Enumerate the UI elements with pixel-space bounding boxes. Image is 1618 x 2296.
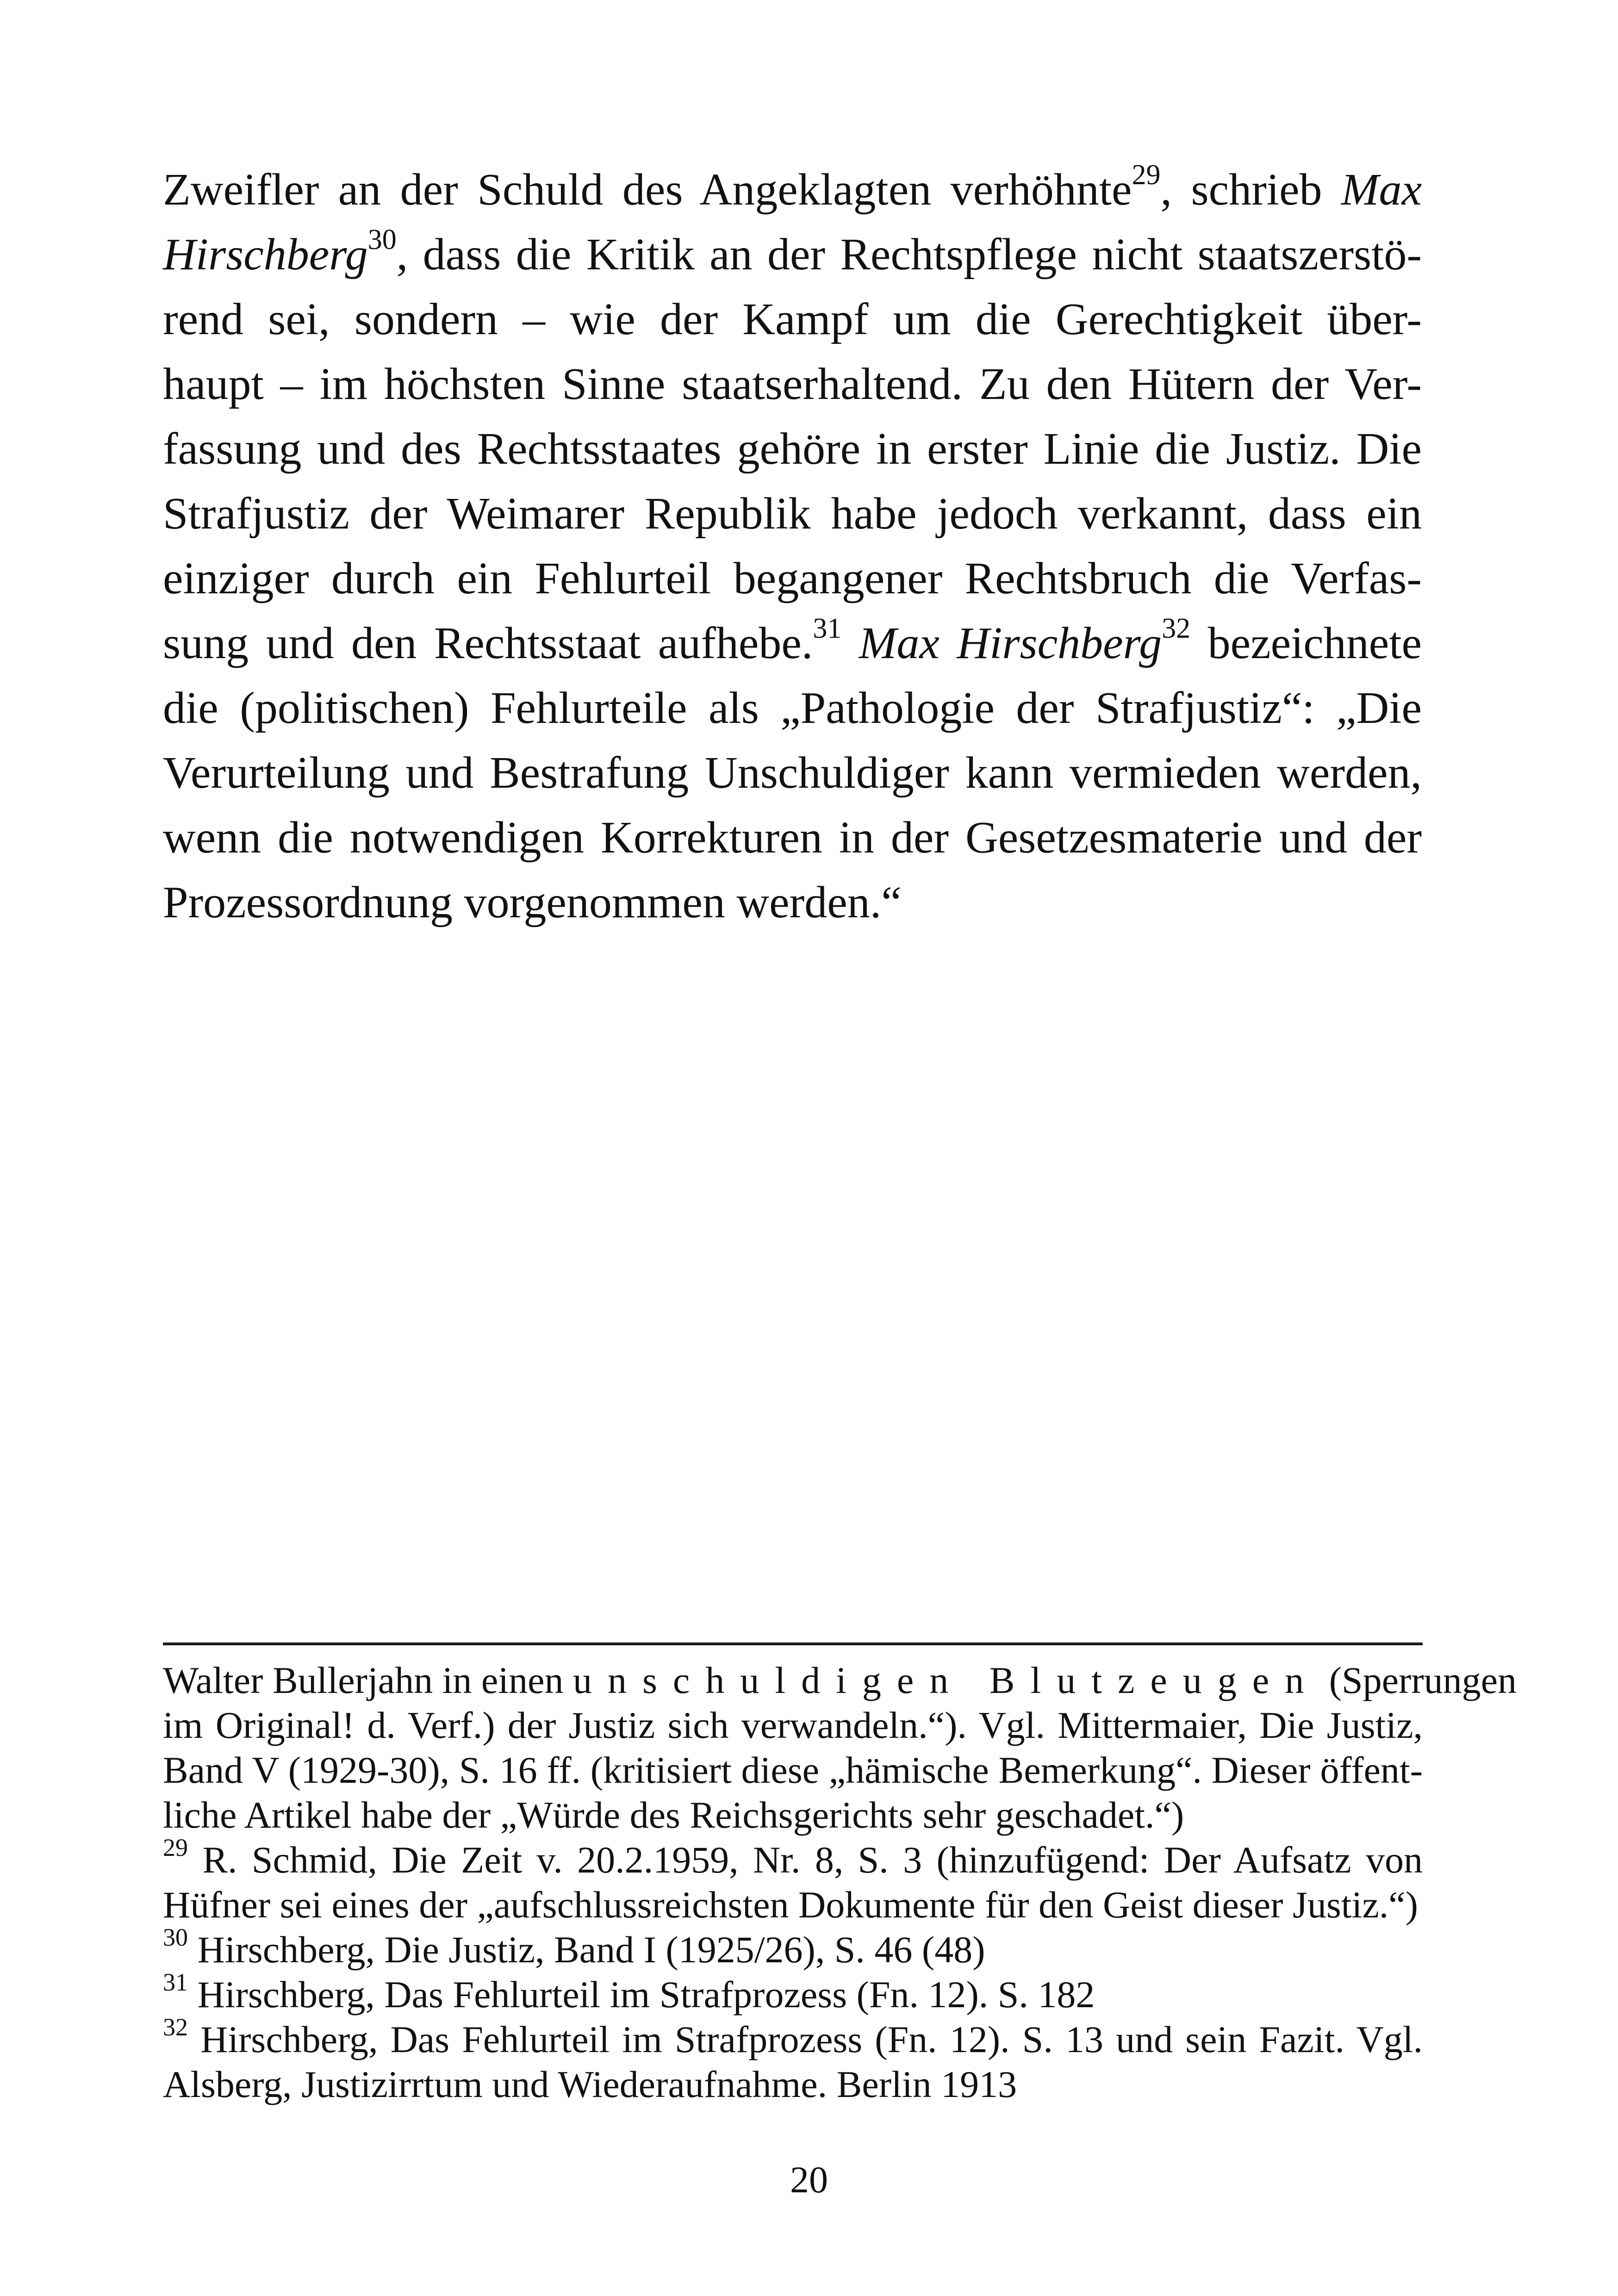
body-line: haupt – im höchsten Sinne staatserhaltend. Zu den Hütern der Ver- (163, 359, 1422, 409)
footnote-31 (163, 1968, 1423, 2017)
footnote-number: 30 (163, 1923, 188, 1951)
footnote-32 (163, 2013, 1423, 2062)
body-line (163, 222, 1422, 287)
body-line (163, 611, 1422, 676)
footnote-ref[interactable]: 32 (1162, 613, 1191, 645)
footnote-line (163, 1658, 1517, 1703)
body-line: wenn die notwendigen Korrekturen in der Gesetzesmaterie und der (163, 813, 1422, 863)
body-line: Verurteilung und Bestrafung Unschuldiger kann vermieden werden, (163, 748, 1422, 798)
footnote-line: liche Artikel habe der „Würde des Reichsgerichts sehr geschadet.“) (163, 1794, 1184, 1836)
text-run: sung und den Rechtsstaat aufhebe. (163, 618, 813, 668)
text-run: , schrieb (1160, 165, 1341, 215)
text-run: (Sperrungen (1319, 1659, 1517, 1701)
footnote-ref[interactable]: 31 (813, 613, 842, 645)
footnote-ref[interactable]: 30 (367, 224, 397, 256)
text-run: Hirschberg, Die Justiz, Band I (1925/26), S. 46 (48) (188, 1929, 985, 1971)
author-name: Max (1341, 165, 1422, 215)
footnote-separator (163, 1643, 1423, 1645)
footnote-line: Band V (1929-30), S. 16 ff. (kritisiert diese „hämische Bemerkung“. Dieser öffent- (163, 1749, 1423, 1791)
body-line: rend sei, sondern – wie der Kampf um die Gerechtigkeit über- (163, 294, 1422, 344)
body-line: einziger durch ein Fehlurteil begangener Rechtsbruch die Verfas- (163, 554, 1422, 604)
page-number: 20 (790, 2159, 828, 2201)
body-line (163, 157, 1422, 222)
body-line: Prozessordnung vorgenommen werden.“ (163, 877, 902, 927)
text-run: Hirschberg, Das Fehlurteil im Strafprozess (Fn. 12). S. 182 (188, 1973, 1095, 2016)
footnote-29 (163, 1833, 1423, 1882)
text-run: Hirschberg, Das Fehlurteil im Strafprozess (Fn. 12). S. 13 und sein Fazit. Vgl. (188, 2018, 1423, 2060)
author-name: Hirschberg (163, 230, 368, 280)
footnote-line: Alsberg, Justizirrtum und Wiederaufnahme. Berlin 1913 (163, 2063, 1017, 2105)
author-name: Max Hirschberg (841, 618, 1162, 668)
footnote-number: 31 (163, 1968, 188, 1996)
text-run: R. Schmid, Die Zeit v. 20.2.1959, Nr. 8, S. 3 (hinzufügend: Der Aufsatz von (188, 1839, 1423, 1881)
footnote-line: im Original! d. Verf.) der Justiz sich verwandeln.“). Vgl. Mittermaier, Die Justiz, (163, 1704, 1423, 1746)
footnote-number: 32 (163, 2013, 188, 2041)
body-line: Strafjustiz der Weimarer Republik habe jedoch verkannt, dass ein (163, 489, 1422, 539)
text-run: Zweifler an der Schuld des Angeklagten verhöhnte (163, 165, 1132, 215)
text-run: Walter Bullerjahn in einen (163, 1659, 573, 1701)
text-run: , dass die Kritik an der Rechtspflege nicht staatszerstö- (396, 230, 1422, 280)
footnote-line: Hüfner sei eines der „aufschlussreichsten Dokumente für den Geist dieser Justiz.“) (163, 1884, 1418, 1926)
footnote-30 (163, 1923, 1423, 1972)
body-line: fassung und des Rechtsstaates gehöre in erster Linie die Justiz. Die (163, 424, 1422, 474)
footnotes (163, 1658, 1517, 2107)
spaced-emphasis: unschuldigen Blutzeugen (573, 1659, 1320, 1701)
body-text (163, 157, 1422, 935)
text-run: bezeichnete (1190, 618, 1422, 668)
footnote-ref[interactable]: 29 (1132, 159, 1161, 191)
body-line: die (politischen) Fehlurteile als „Pathologie der Strafjustiz“: „Die (163, 683, 1422, 733)
footnote-number: 29 (163, 1833, 188, 1861)
